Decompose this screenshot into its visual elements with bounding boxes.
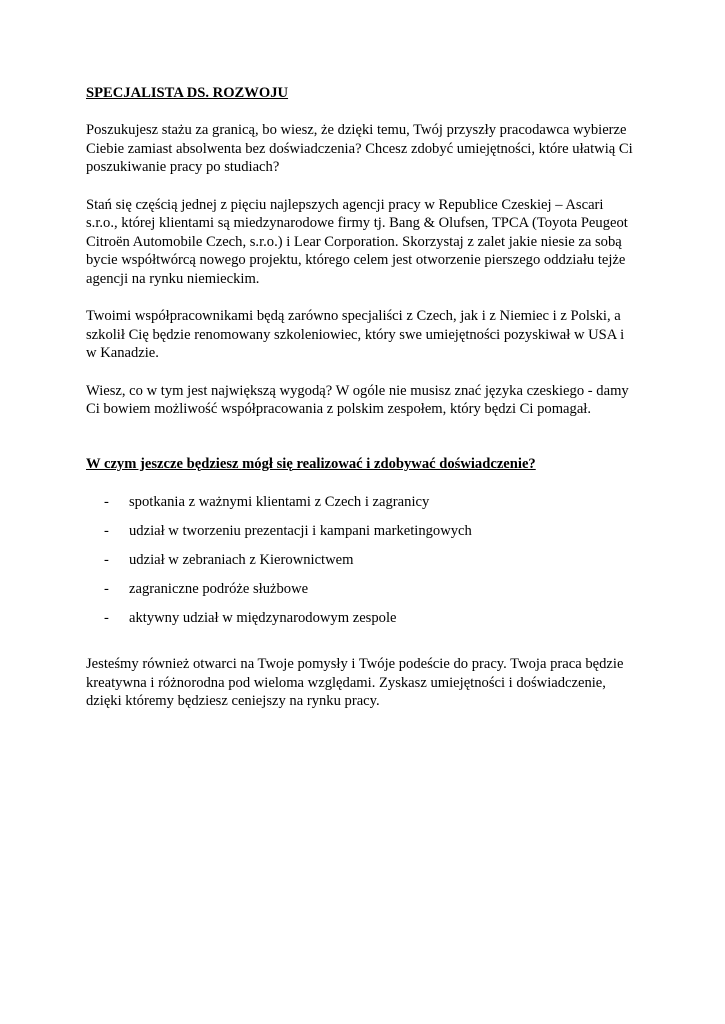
paragraph-line: Citroën Automobile Czech, s.r.o.) i Lear Corporation. Skorzystaj z zalet jakie niesie za sobą [86,233,622,250]
paragraph-line: szkolił Cię będzie renomowany szkoleniowiec, który swe umiejętności pozyskiwał w USA i [86,326,625,343]
bullet-list [86,493,646,628]
paragraph-language [86,382,646,419]
bullet-dash: - [104,494,109,511]
bullet-dash: - [104,610,109,627]
bullet-dash: - [104,552,109,569]
list-item [86,609,646,628]
paragraph-line: agencji na rynku niemieckim. [86,270,260,287]
paragraph-line: Wiesz, co w tym jest największą wygodą? W ogóle nie musisz znać języka czeskiego - damy [86,382,629,399]
paragraph-line: bycie współtwórcą nowego projektu, którego celem jest otworzenie pierszego oddziału tejże [86,252,626,269]
paragraph-line: kreatywna i różnorodna pod wieloma względami. Zyskasz umiejętności i doświadczenie, [86,674,606,691]
list-item [86,493,646,512]
paragraph-line: s.r.o., której klientami są miedzynarodowe firmy tj. Bang & Olufsen, TPCA (Toyota Peugeot [86,215,628,232]
bullet-dash: - [104,523,109,540]
paragraph-line: w Kanadzie. [86,345,159,362]
paragraph-line: Poszukujesz stażu za granicą, bo wiesz, że dzięki temu, Twój przyszły pracodawca wybierze [86,122,627,139]
paragraph-line: dzięki któremy będziesz ceniejszy na rynku pracy. [86,693,380,710]
paragraph-agency [86,196,646,289]
paragraph-line: poszukiwanie pracy po studiach? [86,159,280,176]
paragraph-line: Ciebie zamiast absolwenta bez doświadczenia? Chcesz zdobyć umiejętności, które ułatwią Ci [86,140,633,157]
paragraph-line: Stań się częścią jednej z pięciu najlepszych agencji pracy w Republice Czeskiej – Ascari [86,196,604,213]
list-item-text: aktywny udział w międzynarodowym zespole [129,610,397,627]
paragraph-line: Twoimi współpracownikami będą zarówno specjaliści z Czech, jak i z Niemiec i z Polski, a [86,308,621,325]
list-item-text: udział w tworzeniu prezentacji i kampani marketingowych [129,523,472,540]
paragraph-line: Ci bowiem możliwość współpracowania z polskim zespołem, który będzi Ci pomagał. [86,401,592,418]
list-item [86,551,646,570]
paragraph-line: Jesteśmy również otwarci na Twoje pomysły i Twóje podeście do pracy. Twoja praca będzie [86,656,624,673]
list-item-text: udział w zebraniach z Kierownictwem [129,552,354,569]
list-item-text: spotkania z ważnymi klientami z Czech i zagranicy [129,494,430,511]
paragraph-colleagues [86,307,646,363]
bullet-dash: - [104,581,109,598]
section-subheading: W czym jeszcze będziesz mógł się realizować i zdobywać doświadczenie? [86,455,536,472]
paragraph-intro [86,121,646,177]
document-page [86,84,646,711]
list-item [86,522,646,541]
paragraph-closing [86,655,646,711]
list-item [86,580,646,599]
document-title: SPECJALISTA DS. ROZWOJU [86,85,289,101]
list-item-text: zagraniczne podróże służbowe [129,581,309,598]
